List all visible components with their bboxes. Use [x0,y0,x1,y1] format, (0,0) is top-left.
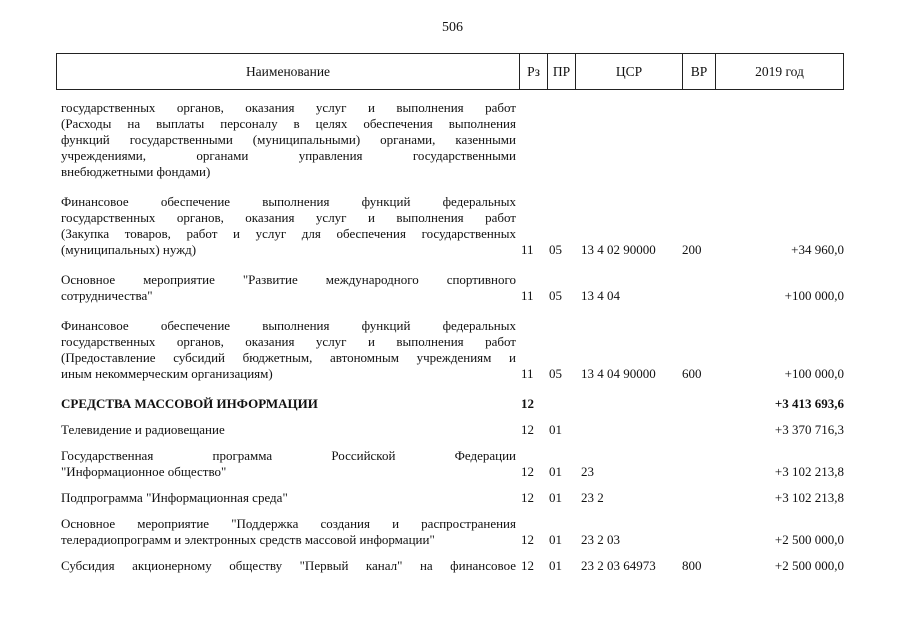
row-name-line: СРЕДСТВА МАССОВОЙ ИНФОРМАЦИИ [61,396,318,411]
table-row [0,448,905,480]
row-name [61,558,516,574]
header-vr: ВР [683,54,716,89]
row-name [61,194,516,258]
table-row [0,100,905,180]
row-amount: +3 102 213,8 [774,490,844,505]
row-name [61,516,516,548]
table-row [0,396,905,412]
row-amount: +100 000,0 [784,288,844,303]
row-rz: 12 [521,464,534,479]
table-body [0,100,905,574]
row-name-line: Государственная программа Российской Федерации [61,448,516,463]
row-pr: 05 [549,288,562,303]
row-name-line: государственных органов, оказания услуг и выполнения работ [61,210,516,225]
row-amount: +3 102 213,8 [774,464,844,479]
row-name-line: (Расходы на выплаты персоналу в целях обеспечения выполнения [61,116,516,131]
row-csr: 23 2 [581,490,604,505]
row-rz: 12 [521,558,534,573]
table-header [56,53,844,90]
header-pr: ПР [548,54,576,89]
header-year: 2019 год [755,63,804,79]
row-name-line: иным некоммерческим организациям) [61,366,273,381]
row-name-line: (муниципальных) нужд) [61,242,197,257]
header-csr: ЦСР [576,54,683,89]
row-name [61,448,516,480]
row-name-line: Подпрограмма "Информационная среда" [61,490,288,505]
row-rz: 12 [521,422,534,437]
row-name-line: учреждениями, органами управления государственными [61,148,516,163]
row-pr: 05 [549,366,562,381]
row-name [61,272,516,304]
row-name [61,318,516,382]
row-name [61,396,516,412]
table-row [0,490,905,506]
row-csr: 13 4 04 90000 [581,366,656,381]
row-pr: 01 [549,532,562,547]
row-name-line: государственных органов, оказания услуг и выполнения работ [61,100,516,115]
row-csr: 13 4 02 90000 [581,242,656,257]
row-name-line: Телевидение и радиовещание [61,422,225,437]
row-csr: 23 2 03 64973 [581,558,656,573]
row-vr: 800 [682,558,702,573]
row-name-line: (Предоставление субсидий бюджетным, автономным учреждениям и [61,350,516,365]
table-row [0,318,905,382]
row-pr: 01 [549,422,562,437]
row-name-line: телерадиопрограмм и электронных средств массовой информации" [61,532,435,547]
row-pr: 01 [549,464,562,479]
row-name-line: государственных органов, оказания услуг и выполнения работ [61,334,516,349]
page-number: 506 [442,20,463,35]
row-pr: 01 [549,490,562,505]
row-rz: 12 [521,532,534,547]
table-row [0,272,905,304]
row-rz: 12 [521,490,534,505]
row-rz: 11 [521,242,534,257]
row-name-line: сотрудничества" [61,288,153,303]
header-rz: Рз [520,54,548,89]
row-csr: 23 [581,464,594,479]
table-row [0,516,905,548]
row-name-line: Основное мероприятие "Развитие международного спортивного [61,272,516,287]
row-amount: +2 500 000,0 [774,532,844,547]
row-name-line: Основное мероприятие "Поддержка создания и распространения [61,516,516,531]
row-vr: 200 [682,242,702,257]
row-amount: +3 370 716,3 [774,422,844,437]
row-amount: +2 500 000,0 [774,558,844,573]
row-name [61,422,516,438]
row-name [61,490,516,506]
row-name-line: (Закупка товаров, работ и услуг для обеспечения государственных [61,226,516,241]
row-vr: 600 [682,366,702,381]
row-pr: 05 [549,242,562,257]
row-amount: +3 413 693,6 [774,396,844,411]
header-name: Наименование [57,54,520,89]
table-row [0,194,905,258]
row-csr: 13 4 04 [581,288,620,303]
table-row [0,558,905,574]
row-name-line: внебюджетными фондами) [61,164,211,179]
row-name-line: функций государственными (муниципальными) органами, казенными [61,132,516,147]
row-name-line: Финансовое обеспечение выполнения функций федеральных [61,318,516,333]
row-rz: 11 [521,288,534,303]
row-rz: 12 [521,396,534,411]
row-name-line: Субсидия акционерному обществу "Первый канал" на финансовое [61,558,516,573]
row-pr: 01 [549,558,562,573]
row-name [61,100,516,180]
row-amount: +100 000,0 [784,366,844,381]
table-row [0,422,905,438]
row-csr: 23 2 03 [581,532,620,547]
row-amount: +34 960,0 [791,242,844,257]
row-name-line: "Информационное общество" [61,464,227,479]
row-rz: 11 [521,366,534,381]
row-name-line: Финансовое обеспечение выполнения функций федеральных [61,194,516,209]
